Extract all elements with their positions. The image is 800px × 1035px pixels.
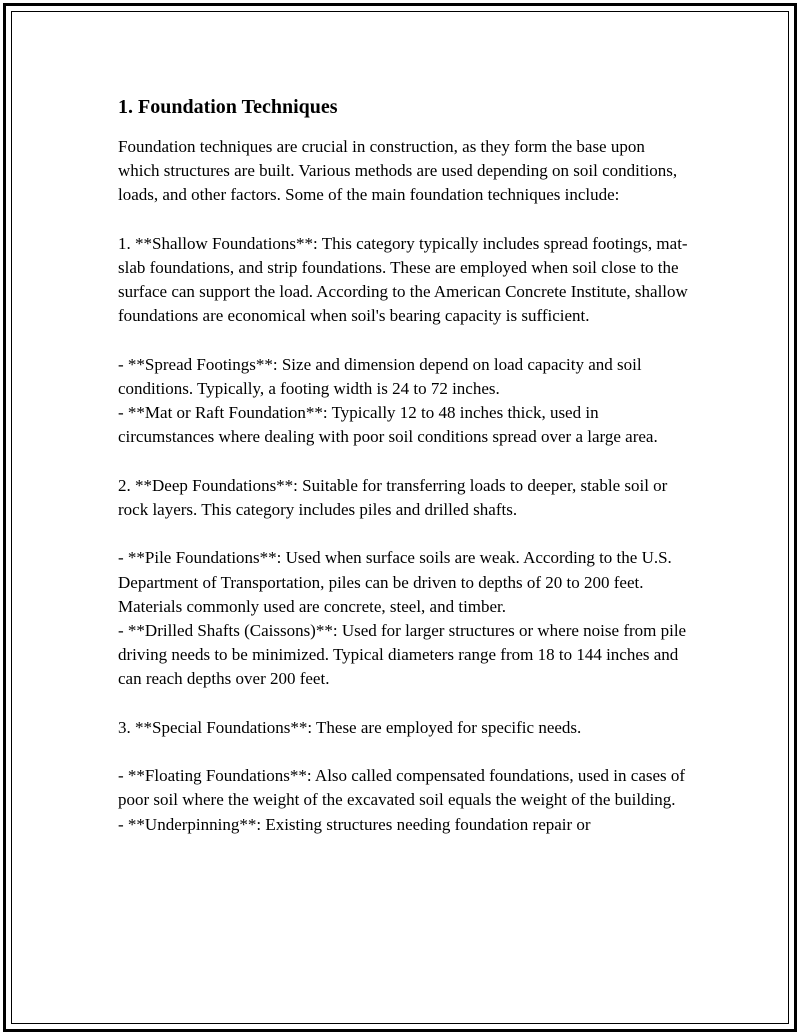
document-content (118, 93, 688, 837)
document-body: Foundation techniques are crucial in construction, as they form the base upon which structures are built. Various methods are used depending on soil conditions, loads, and other factors. Some of the main foundation techniques include: 1. **Shallow Foundations**: This category typically includes spread footings, mat-slab foundations, and strip foundations. These are employed when soil close to the surface can support the load. According to the American Concrete Institute, shallow foundations are economical when soil's bearing capacity is sufficient. - **Spread Footings**: Size and dimension depend on load capacity and soil conditions. Typically, a footing width is 24 to 72 inches. - **Mat or Raft Foundation**: Typically 12 to 48 inches thick, used in circumstances where dealing with poor soil conditions spread over a large area. 2. **Deep Foundations**: Suitable for transferring loads to deeper, stable soil or rock layers. This category includes piles and drilled shafts. - **Pile Foundations**: Used when surface soils are weak. According to the U.S. Department of Transportation, piles can be driven to depths of 20 to 200 feet. Materials commonly used are concrete, steel, and timber. - **Drilled Shafts (Caissons)**: Used for larger structures or where noise from pile driving needs to be minimized. Typical diameters range from 18 to 144 inches and can reach depths over 200 feet. 3. **Special Foundations**: These are employed for specific needs. - **Floating Foundations**: Also called compensated foundations, used in cases of poor soil where the weight of the excavated soil equals the weight of the building. - **Underpinning**: Existing structures needing foundation repair or (118, 137, 688, 834)
document-title: 1. Foundation Techniques (118, 96, 338, 118)
